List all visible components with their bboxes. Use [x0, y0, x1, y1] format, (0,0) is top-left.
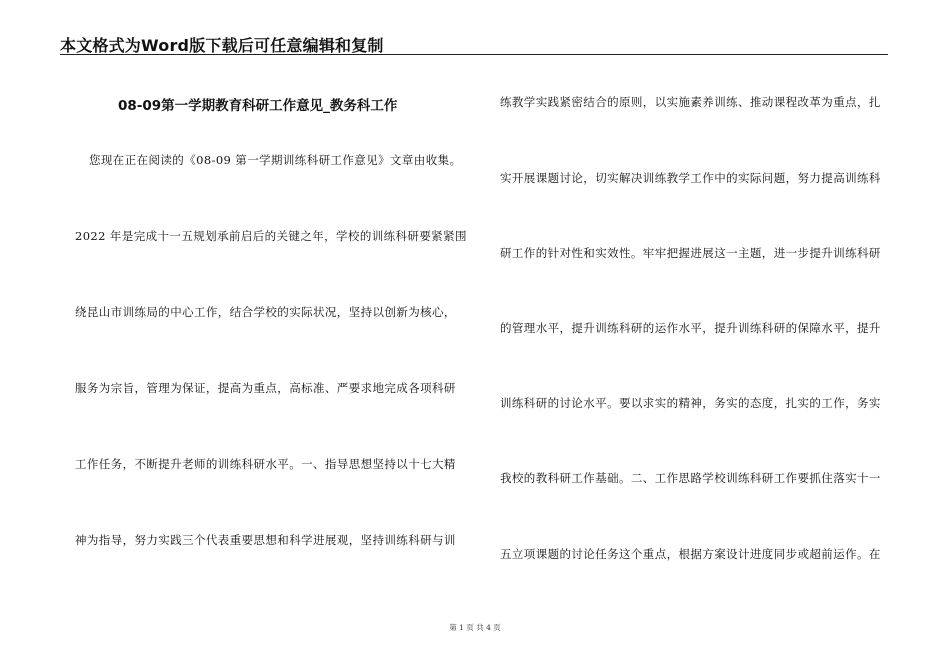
paragraph-line: 的管理水平，提升训练科研的运作水平，提升训练科研的保障水平，提升: [500, 321, 881, 335]
page-number: 第 1 页 共 4 页: [449, 623, 501, 632]
paragraph-line: 神为指导，努力实践三个代表重要思想和科学进展观，坚持训练科研与训: [75, 533, 456, 547]
paragraph-line: 2022 年是完成十一五规划承前启后的关键之年，学校的训练科研要紧紧围: [75, 229, 467, 243]
paragraph-line: 五立项课题的讨论任务这个重点，根据方案设计进度同步或超前运作。在: [500, 547, 881, 561]
header-banner: 本文格式为Word版下载后可任意编辑和复制: [60, 36, 384, 55]
paragraph-line: 练教学实践紧密结合的原则，以实施素养训练、推动课程改革为重点，扎: [500, 95, 881, 109]
paragraph-line: 训练科研的讨论水平。要以求实的精神，务实的态度，扎实的工作，务实: [500, 396, 881, 410]
header-divider: [60, 54, 888, 55]
paragraph-line: 绕昆山市训练局的中心工作，结合学校的实际状况，坚持以创新为核心，: [75, 305, 456, 319]
paragraph-line: 服务为宗旨，管理为保证，提高为重点，高标准、严要求地完成各项科研: [75, 381, 456, 395]
paragraph-line: 我校的教科研工作基础。二、工作思路学校训练科研工作要抓住落实十一: [500, 471, 881, 485]
paragraph-line: 研工作的针对性和实效性。牢牢把握进展这一主题，进一步提升训练科研: [500, 246, 881, 260]
paragraph-line: 您现在正在阅读的《08-09 第一学期训练科研工作意见》文章由收集。: [89, 153, 462, 167]
paragraph-line: 实开展课题讨论，切实解决训练教学工作中的实际问题，努力提高训练科: [500, 171, 881, 185]
paragraph-line: 工作任务，不断提升老师的训练科研水平。一、指导思想坚持以十七大精: [75, 457, 456, 471]
document-title: 08-09第一学期教育科研工作意见_教务科工作: [118, 98, 398, 114]
